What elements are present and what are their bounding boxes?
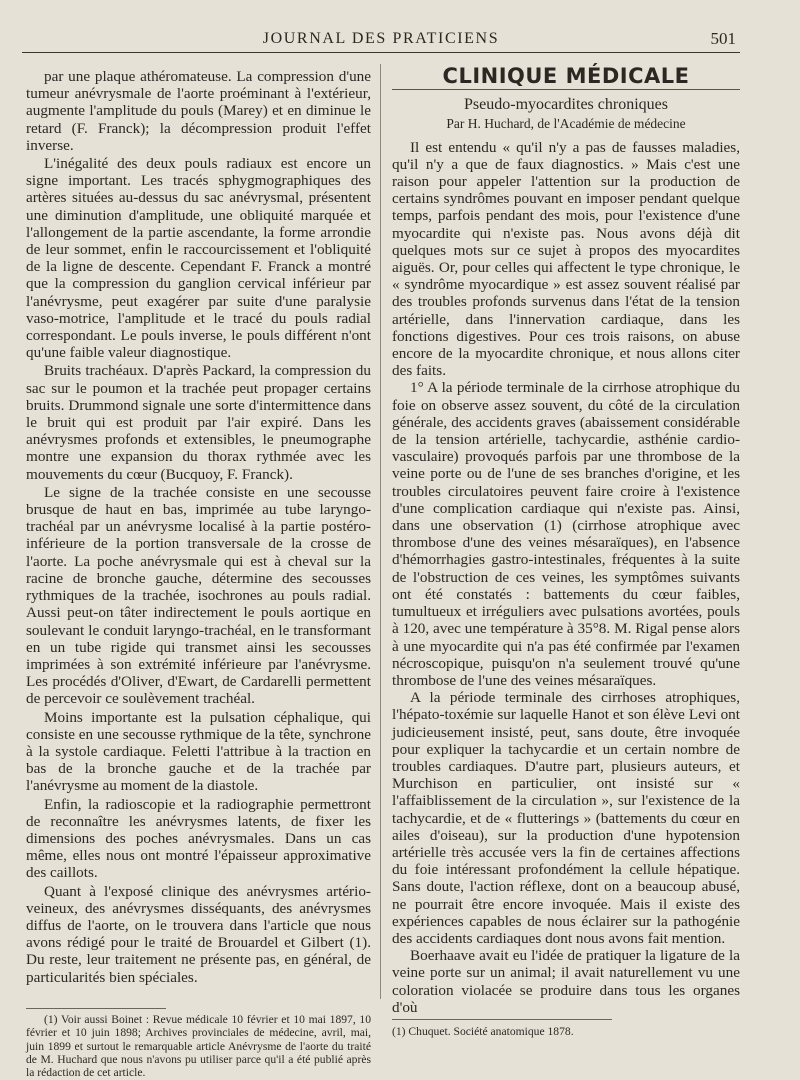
- article-author: Par H. Huchard, de l'Académie de médecine: [446, 116, 686, 132]
- article-title: Pseudo-myocardites chroniques: [464, 96, 668, 114]
- left-paragraph-2: L'inégalité des deux pouls radiaux est encore un signe important. Les tracés sphygmographiques des artères situées au-dessus du sac anévrysmal, présentent une diminution d'amplitude, une obliquité marquée et l'allongement de la partie ascendante, la forme arrondie de leur sommet, enfin le raccourcissement et l'obliquité de la ligne de descente. Cependant F. Franck a montré que la compression du ganglion cervical inférieur par l'anévrysme, peut exagérer par suite d'une paralysie vaso-motrice, l'amplitude et le tracé du pouls radial correspondant. Le pouls inverse, le pouls différent n'ont qu'une faible valeur diagnostique.: [26, 155, 371, 362]
- section-title: CLINIQUE MÉDICALE: [392, 68, 740, 90]
- right-column: [392, 64, 740, 1040]
- right-paragraph-2: 1° A la période terminale de la cirrhose atrophique du foie on observe assez souvent, du côté de la circulation générale, des accidents graves (abaissement considérable de la tension artérielle, tachycardie, asthénie cardio-vasculaire) provoqués parfois par une thrombose de la veine porte ou de l'une de ses branches d'origine, et les troubles circulatoires peuvent faire croire à l'existence d'une complication cardiaque qui n'existe pas. Ainsi, dans une observation (1) (cirrhose atrophique avec thrombose d'une des veines mésaraïques), en l'absence d'hémorrhagies gastro-intestinales, fréquentes à la suite de l'obstruction de ces veines, les symptômes suivants ont été constatés : battements du cœur faibles, tumultueux et irréguliers avec pulsations avortées, pouls à 120, avec une température à 35°8. M. Rigal pense alors à une myocardite qui n'a pas été confirmée par l'examen nécroscopique, puisqu'on n'a seulement trouvé qu'une thrombose de l'une des veines mésaraïques.: [392, 379, 740, 689]
- left-paragraph-4: Le signe de la trachée consiste en une secousse brusque de haut en bas, imprimée au tube laryngo-trachéal par un anévrysme localisé à la partie postéro-inférieure de la portion transversale de la crosse de l'aorte. La poche anévrysmale qui est à cheval sur la racine de bronche gauche, détermine des secousses rythmiques de la trachée, isochrones au pouls radial. Aussi peut-on tâter indirectement le pouls aortique en soulevant le conduit laryngo-trachéal, en le transformant en un tube rigide qui transmet ainsi les secousses imprimées à son extrémité inférieure par l'anévrysme. Les procédés d'Oliver, d'Ewart, de Cardarelli permettent de percevoir ce soulèvement trachéal.: [26, 483, 371, 708]
- journal-title: JOURNAL DES PRATICIENS: [262, 30, 500, 47]
- left-paragraph-7: Quant à l'exposé clinique des anévrysmes artério-veineux, des anévrysmes disséquants, des anévrysmes diffus de l'aorte, on le trouvera dans l'article que nous avons rédigé pour le traité de Brouardel et Gilbert (1). Du reste, leur traitement ne présente pas, en général, de particularités bien spéciales.: [26, 882, 371, 986]
- page-number: 501: [710, 29, 736, 48]
- column-divider: [380, 64, 381, 999]
- footnote-rule: [26, 1008, 166, 1009]
- page-header: [22, 28, 740, 53]
- left-paragraph-3: Bruits trachéaux. D'après Packard, la compression du sac sur le poumon et la trachée peut propager certains bruits. Drummond signale une sorte d'intermittence dans le bruit qui est produit par l'air expiré. Dans les anévrysmes profonds et extensibles, le pneumographe montre une expansion du thorax rythmée avec les mouvements du cœur (Bucquoy, F. Franck).: [26, 362, 371, 483]
- left-column: [26, 68, 371, 1080]
- right-footnote: (1) Chuquet. Société anatomique 1878.: [392, 1019, 612, 1040]
- right-paragraph-1: Il est entendu « qu'il n'y a pas de fausses maladies, qu'il n'y a que de faux diagnostics. » Mais c'est une raison pour appeler l'attention sur la production de certains syndrômes pouvant en imposer pendant quelque temps, parfois pendant des mois, pour l'existence d'une myocardite qui n'existe pas. Nous avons déjà dit quelques mots sur ce sujet à propos des myocardites aiguës. Or, pour celles qui affectent le type chronique, le « syndrôme myocardique » est assez souvent réalisé par des troubles profonds survenus dans l'état de la tension artérielle, dans l'innervation cardiaque, dans les fonctions digestives. Pour ces trois raisons, on abuse encore de la myocardite chronique, et nous allons citer des faits.: [392, 138, 740, 380]
- left-paragraph-1: par une plaque athéromateuse. La compression d'une tumeur anévrysmale de l'aorte proéminant à l'extérieur, augmente l'amplitude du pouls (Marey) et en diminue le retard (F. Franck); la décompression produit l'effet inverse.: [26, 68, 371, 154]
- left-footnote: (1) Voir aussi Boinet : Revue médicale 10 février et 10 mai 1897, 10 février et 10 juin 1898; Archives provinciales de médecine, avril, mai, juin 1899 et surtout le remarquable article Anévrysme de l'aorte du traité de M. Huchard que nous n'avons pu utiliser parce qu'il a été publié après la rédaction de cet article.: [26, 1012, 371, 1080]
- right-paragraph-4: Boerhaave avait eu l'idée de pratiquer la ligature de la veine porte sur un animal; il avait naturellement vu une coloration violacée se produire dans tous les organes d'où: [392, 947, 740, 1016]
- right-paragraph-3: A la période terminale des cirrhoses atrophiques, l'hépato-toxémie sur laquelle Hanot et son élève Levi ont judicieusement insisté, peut, sans doute, être invoquée pour expliquer la tachycardie et un certain nombre de troubles cardiaques. D'autre part, plusieurs auteurs, et Murchison en particulier, ont insisté sur « l'affaiblissement de la circulation », sur l'existence de la tachycardie, et de « flutterings » (battements du cœur en ailes d'oiseau), sur la production d'une hypotension artérielle très accusée vers la fin de certaines affections du foie intéressant profondément la cellule hépatique. Sans doute, l'action réflexe, dont on a beaucoup abusé, ne pourrait être encore invoquée. Mais il existe des expériences capables de nous éclairer sur la pathogénie des accidents cardiaques dont nous avons fait mention.: [392, 689, 740, 947]
- left-paragraph-6: Enfin, la radioscopie et la radiographie permettront de reconnaître les anévrysmes latents, de fixer les dimensions des poches anévrysmales. Dans un cas même, elles nous ont montré l'épaisseur approximative des caillots.: [26, 795, 371, 882]
- left-paragraph-5: Moins importante est la pulsation céphalique, qui consiste en une secousse rythmique de la tête, synchrone à la systole cardiaque. Feletti l'attribue à la traction en bas de la bronche gauche et de la trachée par l'anévrysme au moment de la diastole.: [26, 708, 371, 795]
